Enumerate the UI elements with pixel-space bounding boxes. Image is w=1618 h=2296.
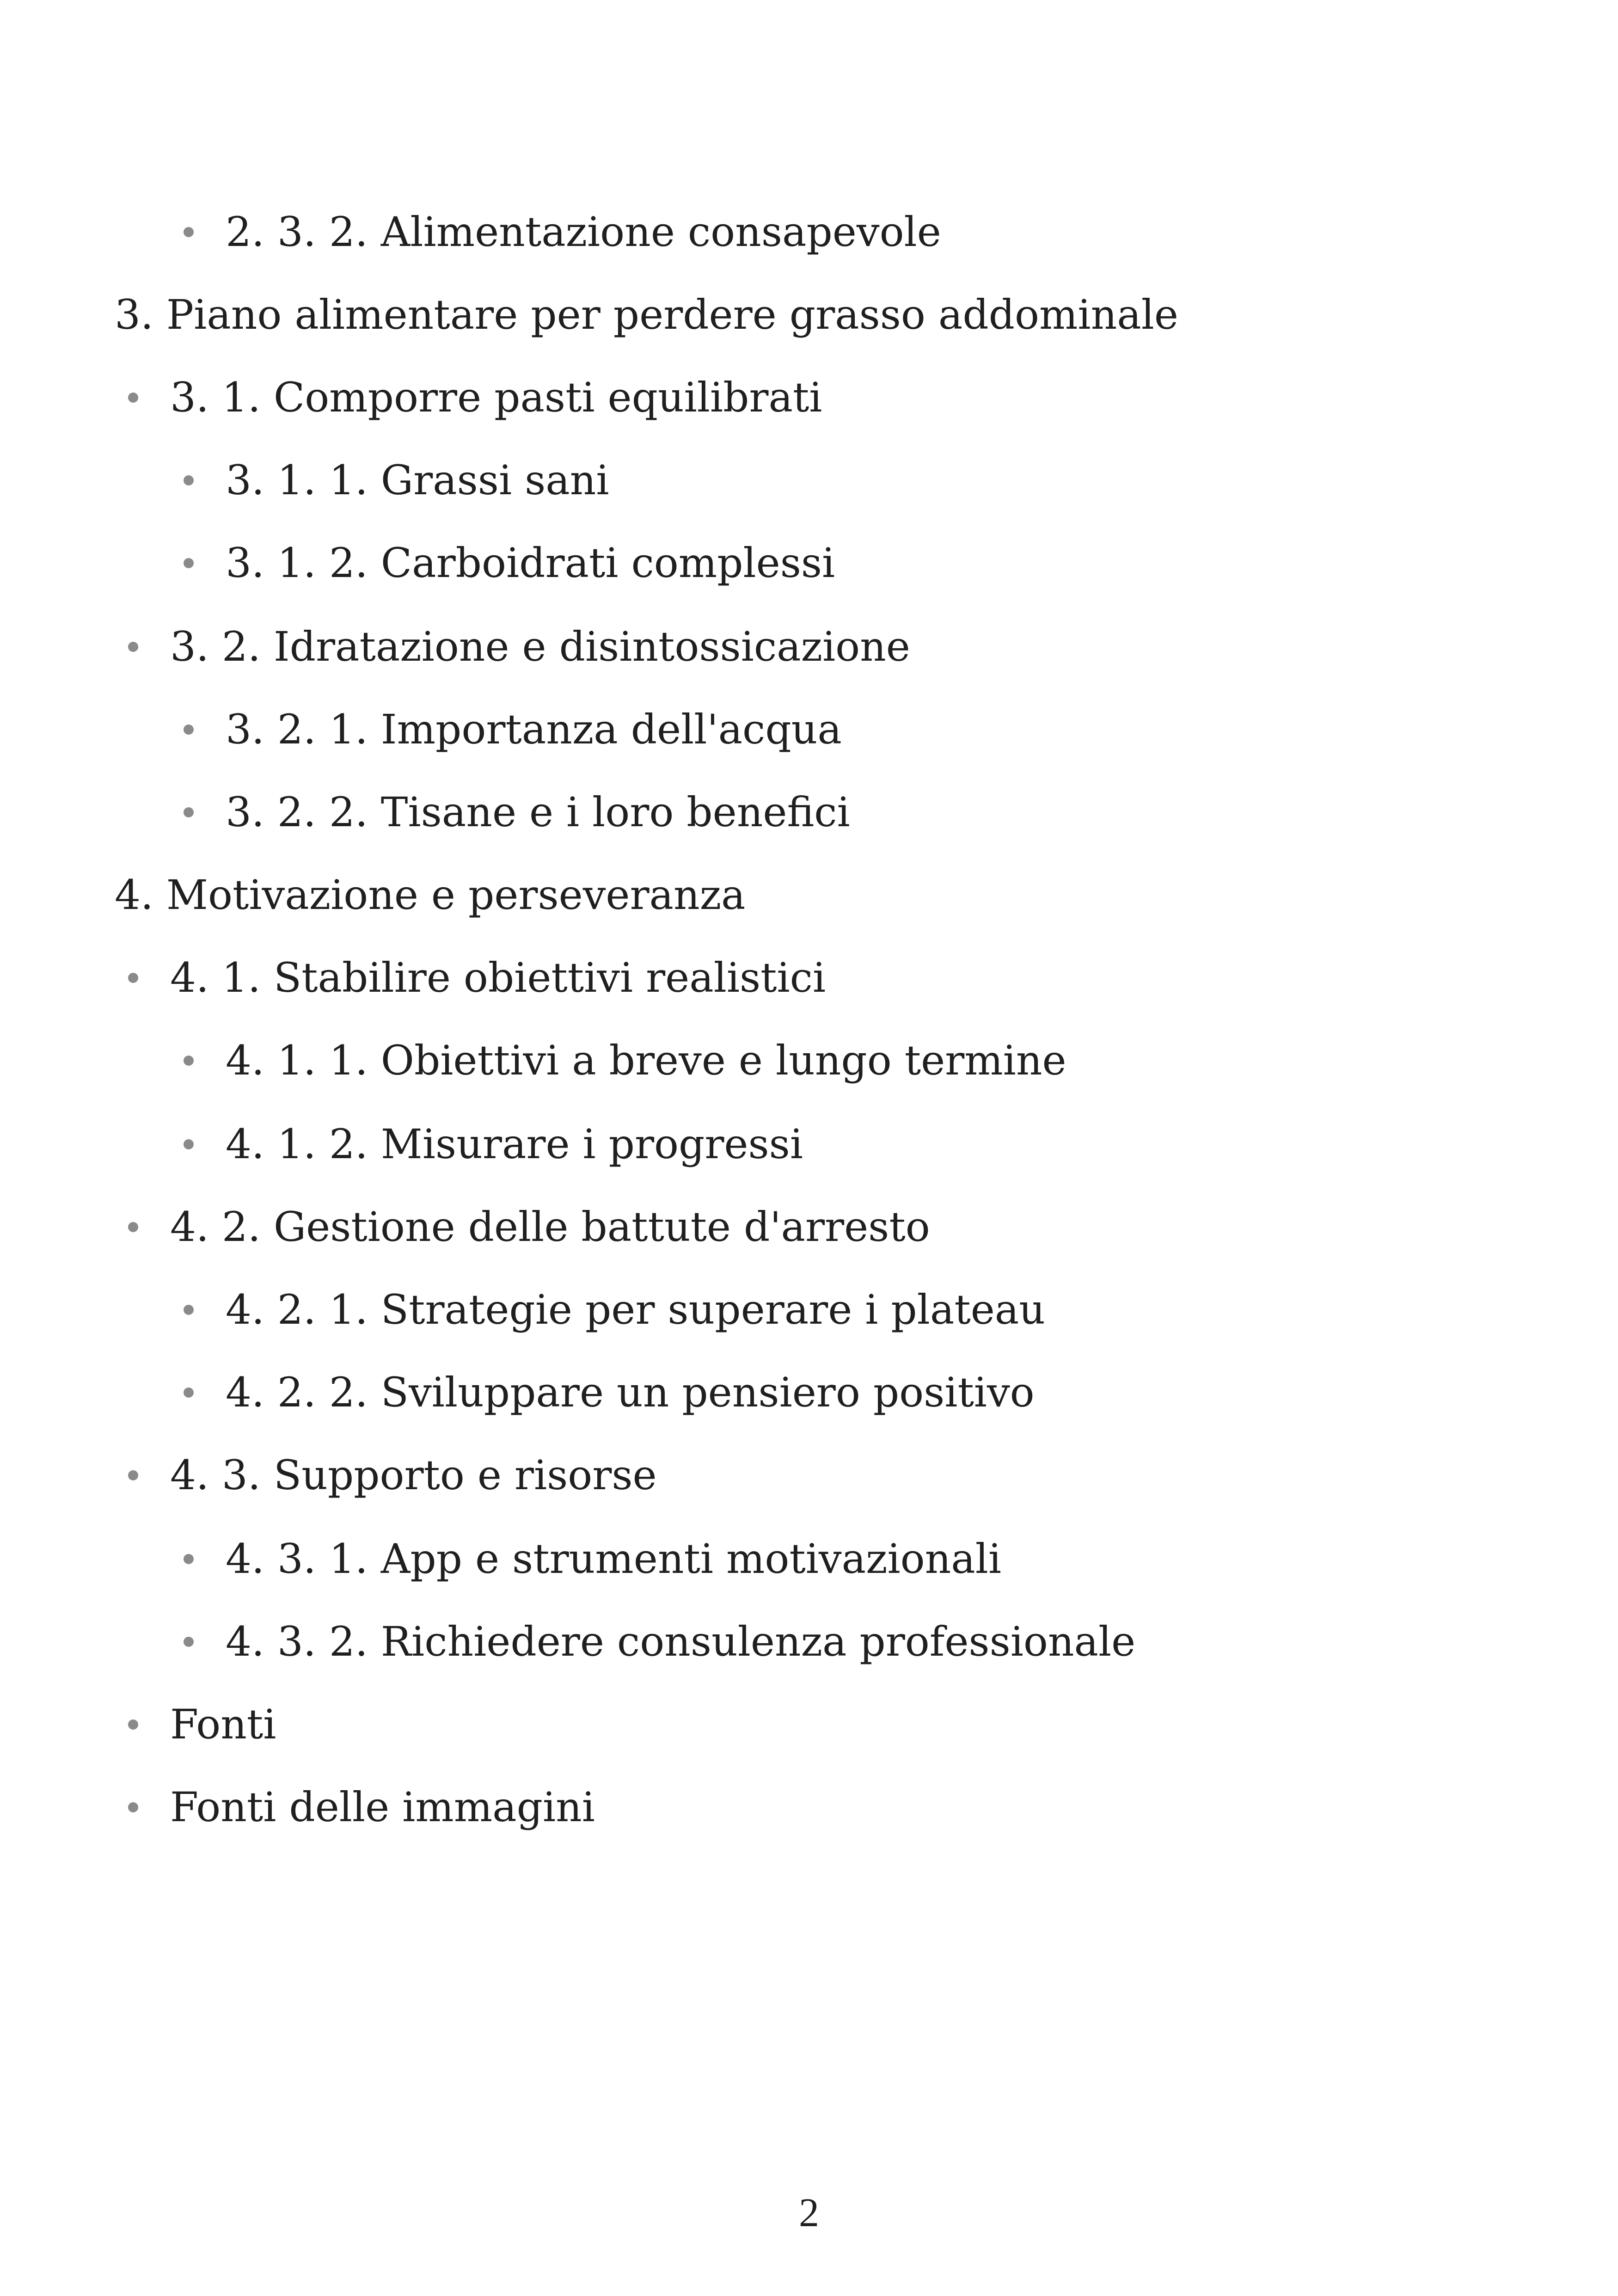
page-number: 2 xyxy=(799,2191,819,2235)
bullet-icon xyxy=(184,1387,194,1398)
toc-item-label: 4. 1. Stabilire obiettivi realistici xyxy=(170,954,826,1001)
bullet-icon xyxy=(184,1139,194,1149)
toc-item-label: 3. 1. 1. Grassi sani xyxy=(226,456,609,504)
toc-item-label: 3. Piano alimentare per perdere grasso addominale xyxy=(115,291,1178,338)
bullet-icon xyxy=(184,1554,194,1564)
toc-item-label: Fonti xyxy=(170,1701,276,1748)
bullet-icon xyxy=(128,1470,138,1480)
toc-item-label: 3. 1. Comporre pasti equilibrati xyxy=(170,374,822,421)
toc-item-label: 4. 3. 2. Richiedere consulenza professionale xyxy=(226,1618,1136,1665)
toc-item-label: 4. 2. Gestione delle battute d'arresto xyxy=(170,1203,930,1251)
bullet-icon xyxy=(128,1802,138,1812)
toc-item-label: 4. 2. 1. Strategie per superare i plateau xyxy=(226,1286,1045,1333)
bullet-icon xyxy=(184,724,194,735)
bullet-icon xyxy=(184,1637,194,1647)
bullet-icon xyxy=(184,558,194,568)
toc-item-label: 3. 2. Idratazione e disintossicazione xyxy=(170,623,910,670)
bullet-icon xyxy=(184,1305,194,1315)
bullet-icon xyxy=(128,642,138,652)
bullet-icon xyxy=(128,1222,138,1232)
toc-item-label: 4. 3. 1. App e strumenti motivazionali xyxy=(226,1535,1002,1583)
toc-item-label: 3. 2. 2. Tisane e i loro benefici xyxy=(226,788,850,836)
toc-item-label: 3. 1. 2. Carboidrati complessi xyxy=(226,539,835,587)
bullet-icon xyxy=(128,973,138,983)
bullet-icon xyxy=(184,475,194,485)
bullet-icon xyxy=(184,1056,194,1066)
toc-item-label: 3. 2. 1. Importanza dell'acqua xyxy=(226,706,842,753)
bullet-icon xyxy=(184,227,194,237)
bullet-icon xyxy=(128,1719,138,1730)
toc-item-label: 4. 3. Supporto e risorse xyxy=(170,1451,657,1499)
bullet-icon xyxy=(184,807,194,817)
toc-item-label: 2. 3. 2. Alimentazione consapevole xyxy=(226,208,941,256)
toc-item-label: 4. 2. 2. Sviluppare un pensiero positivo xyxy=(226,1369,1035,1416)
toc-item-label: 4. Motivazione e perseveranza xyxy=(115,871,746,919)
bullet-icon xyxy=(128,393,138,403)
toc-item-label: Fonti delle immagini xyxy=(170,1783,595,1831)
toc-item-label: 4. 1. 1. Obiettivi a breve e lungo termine xyxy=(226,1037,1066,1084)
toc-item-label: 4. 1. 2. Misurare i progressi xyxy=(226,1120,803,1168)
